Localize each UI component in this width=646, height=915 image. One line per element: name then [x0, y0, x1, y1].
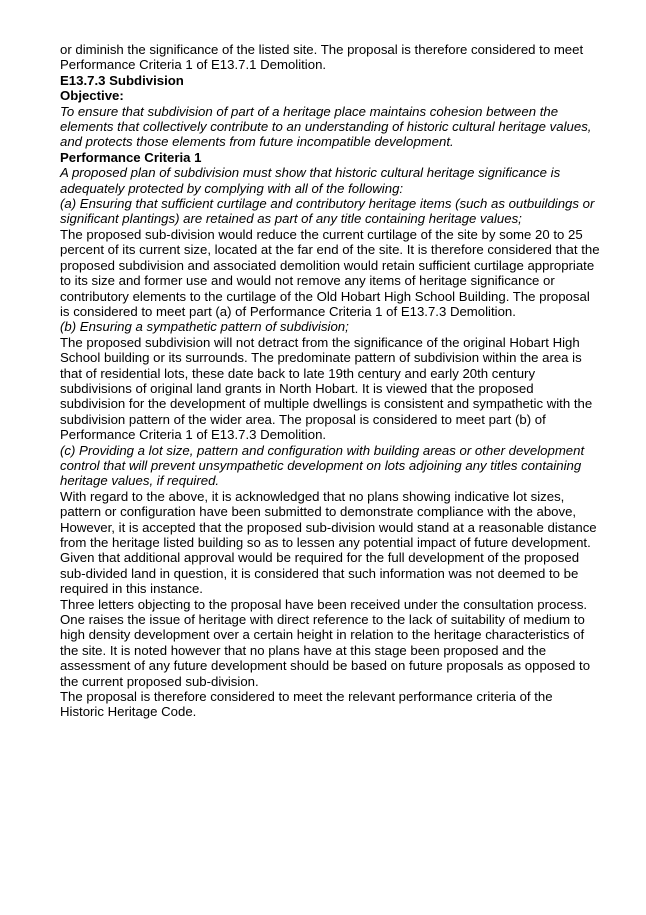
criterion-b: (b) Ensuring a sympathetic pattern of subdivision;: [60, 319, 349, 335]
criterion-a: (a) Ensuring that sufficient curtilage and contributory heritage items (such as outbuildings or significant plantings) are retained as part of any title containing heritage values;: [60, 196, 595, 227]
criterion-c: (c) Providing a lot size, pattern and configuration with building areas or other development control that will prevent unsympathetic development on lots adjoining any titles containing heritage values, if required.: [60, 442, 585, 489]
intro-paragraph: or diminish the significance of the listed site. The proposal is therefore considered to meet Performance Criteria 1 of E13.7.1 Demolition.: [60, 42, 584, 73]
objective-heading: Objective:: [60, 88, 124, 104]
objective-text: To ensure that subdivision of part of a heritage place maintains cohesion between the elements that collectively contribute to an understanding of historic cultural heritage values, and protects those elements from future incompatible development.: [60, 103, 592, 150]
performance-criteria-heading: Performance Criteria 1: [60, 149, 202, 165]
response-c: With regard to the above, it is acknowledged that no plans showing indicative lot sizes, pattern or configuration have been submitted to demonstrate compliance with the above, However, it is accepted that the proposed sub-division would stand at a reasonable distance from the heritage listed building so as to lessen any potential impact of future development. Given that additional approval would be required for the full development of the proposed sub-divided land in question, it is considered that such information was not deemed to be required in this instance.: [60, 488, 597, 597]
document-page: [60, 42, 600, 720]
response-b: The proposed subdivision will not detract from the significance of the original Hobart High School building or its surrounds. The predominate pattern of subdivision within the area is that of residential lots, these date back to late 19th century and early 20th century subdivisions of original land grants in North Hobart. It is viewed that the proposed subdivision for the development of multiple dwellings is consistent and sympathetic with the subdivision pattern of the wider area. The proposal is considered to meet part (b) of Performance Criteria 1 of E13.7.3 Demolition.: [60, 334, 593, 443]
objections-paragraph: Three letters objecting to the proposal have been received under the consultation process. One raises the issue of heritage with direct reference to the lack of suitability of medium to high density development over a certain height in relation to the heritage characteristics of the site. It is noted however that no plans have at this stage been proposed and the assessment of any future development should be based on future proposals as opposed to the current proposed sub-division.: [60, 596, 591, 689]
response-a: The proposed sub-division would reduce the current curtilage of the site by some 20 to 25 percent of its current size, located at the far end of the site. It is therefore considered that the proposed subdivision and associated demolition would retain sufficient curtilage appropriate to its size and former use and would not remove any items of heritage significance or contributory elements to the curtilage of the Old Hobart High School Building. The proposal is considered to meet part (a) of Performance Criteria 1 of E13.7.3 Demolition.: [60, 226, 600, 319]
section-heading: E13.7.3 Subdivision: [60, 72, 184, 88]
conclusion-paragraph: The proposal is therefore considered to meet the relevant performance criteria of the Historic Heritage Code.: [60, 689, 553, 720]
performance-criteria-text: A proposed plan of subdivision must show that historic cultural heritage significance is adequately protected by complying with all of the following:: [60, 165, 561, 196]
